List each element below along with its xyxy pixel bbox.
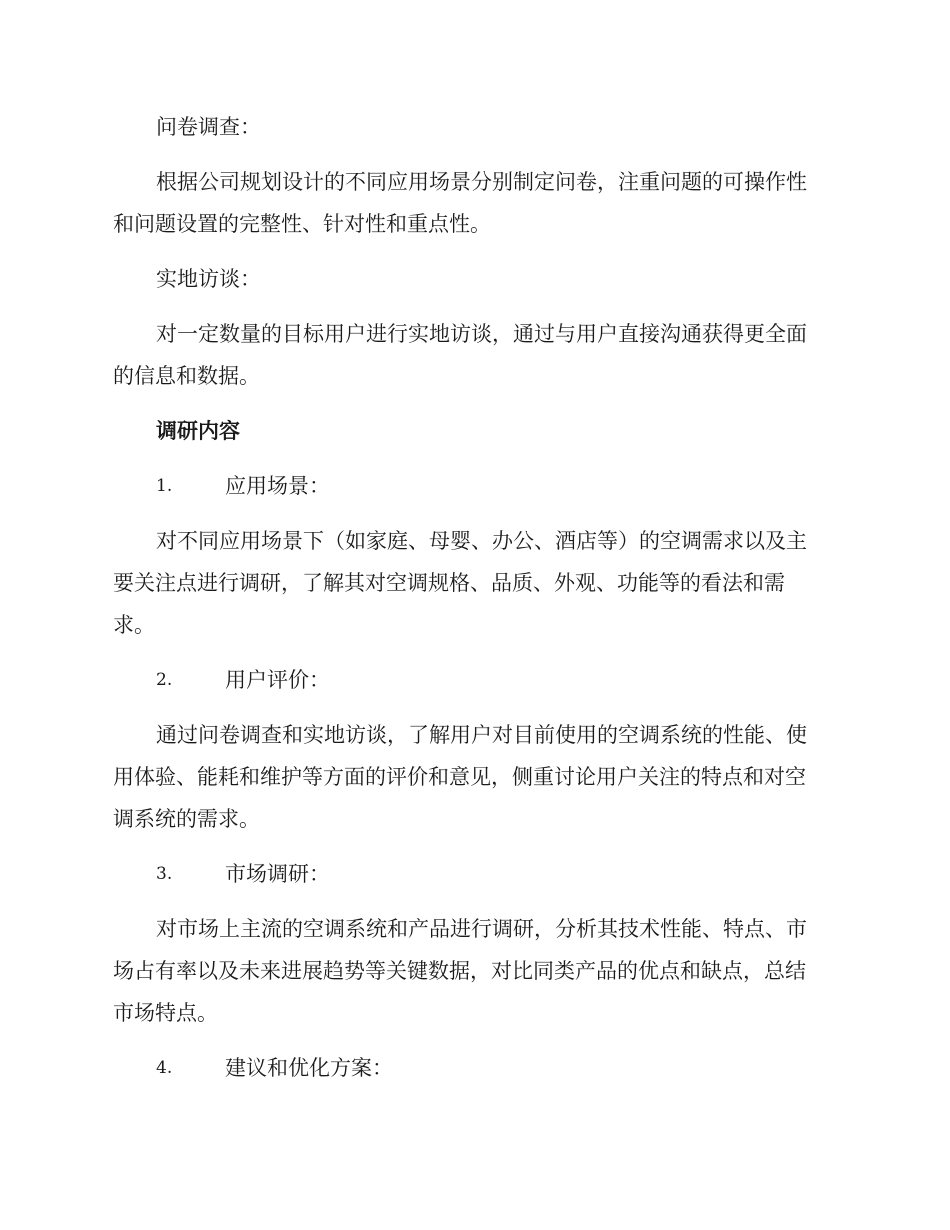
paragraph-line: 要关注点进行调研，了解其对空调规格、品质、外观、功能等的看法和需 <box>113 571 785 595</box>
method-title-questionnaire: 问卷调查： <box>156 115 261 139</box>
paragraph-line: 对市场上主流的空调系统和产品进行调研，分析其技术性能、特点、市 <box>156 917 807 941</box>
list-item-label: 建议和优化方案： <box>225 1056 393 1080</box>
list-number: 3. <box>156 864 173 884</box>
paragraph-line: 对不同应用场景下（如家庭、母婴、办公、酒店等）的空调需求以及主 <box>156 529 807 553</box>
paragraph-line: 调系统的需求。 <box>113 807 260 831</box>
paragraph-line: 市场特点。 <box>113 1001 218 1025</box>
paragraph-line: 和问题设置的完整性、针对性和重点性。 <box>113 212 491 236</box>
list-number: 2. <box>156 670 173 690</box>
list-number: 1. <box>156 476 173 496</box>
method-title-interview: 实地访谈： <box>156 267 261 291</box>
paragraph-line: 的信息和数据。 <box>113 364 260 388</box>
paragraph-line: 求。 <box>113 613 155 637</box>
paragraph-line: 通过问卷调查和实地访谈，了解用户对目前使用的空调系统的性能、使 <box>156 723 807 747</box>
list-item-label: 应用场景： <box>225 474 330 498</box>
section-heading: 调研内容 <box>156 418 240 443</box>
paragraph-line: 用体验、能耗和维护等方面的评价和意见，侧重讨论用户关注的特点和对空 <box>113 765 806 789</box>
paragraph-line: 根据公司规划设计的不同应用场景分别制定问卷，注重问题的可操作性 <box>156 170 807 194</box>
paragraph-line: 对一定数量的目标用户进行实地访谈，通过与用户直接沟通获得更全面 <box>156 322 807 346</box>
list-number: 4. <box>156 1058 173 1078</box>
list-item-label: 用户评价： <box>225 668 330 692</box>
paragraph-line: 场占有率以及未来进展趋势等关键数据，对比同类产品的优点和缺点，总结 <box>113 959 806 983</box>
list-item-label: 市场调研： <box>225 862 330 886</box>
